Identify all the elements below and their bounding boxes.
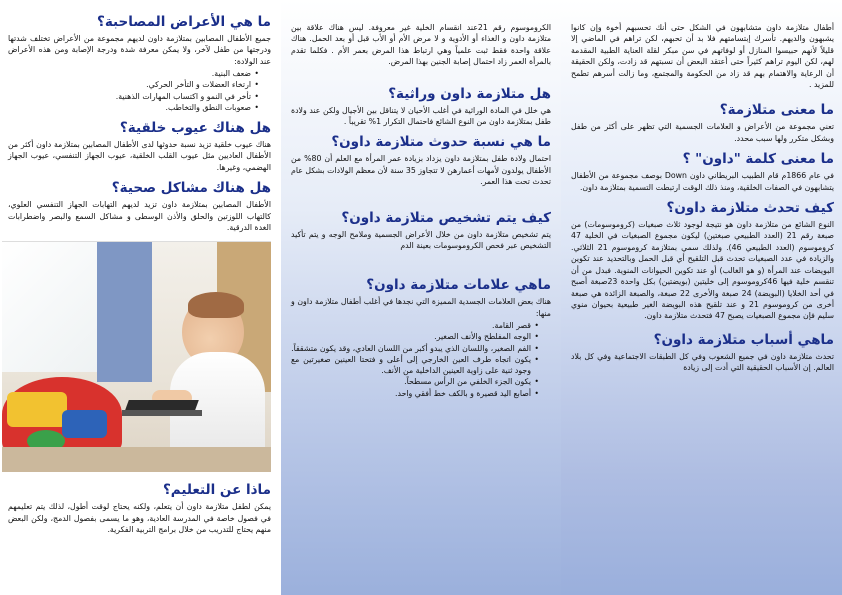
signs-list (291, 320, 539, 398)
section-title-signs: ماهي علامات متلازمة داون؟ (366, 277, 551, 294)
section-title-hereditary: هل متلازمة داون وراثية؟ (388, 85, 551, 102)
child-playing-photo (2, 241, 271, 472)
list-item: • صعوبات النطق والتخاطب. (8, 102, 259, 113)
symptoms-list (8, 68, 259, 113)
syndrome-meaning-text: تعني مجموعة من الأعراض و العلامات الجسمية التي تظهر على أكثر من طفل وبشكل متكرر ولها سبب محدد. (571, 122, 834, 143)
right-column (561, 0, 842, 595)
section-title-birth-defects: هل هناك عيوب خلقية؟ (119, 120, 271, 137)
photo-floor (2, 447, 271, 472)
list-item: • الوجه المفلطح والأنف الصغير. (291, 331, 539, 342)
left-column (0, 0, 281, 595)
down-meaning-text: في عام 1866م قام الطبيب البريطاني داون Down بوصف مجموعة من الأطفال يتشابهون في الصفات الخلقية، ومنذ ذلك الوقت ارتبطت التسمية بمتلازمة داون. (571, 171, 834, 192)
health-problems-text: الأطفال المصابين بمتلازمة داون تزيد لديهم التهابات الجهاز التنفسي العلوي، كالتهاب اللوزتين والحلق والأذن الوسطى و مشاكل السمع والبصر واضطرابات الغدة الدرقية. (8, 200, 271, 233)
section-title-causes: ماهي أسباب متلازمة داون؟ (653, 331, 834, 348)
photo-toy-blue (62, 410, 107, 438)
symptoms-intro: جميع الأطفال المصابين بمتلازمة داون لديهم مجموعة من الأعراض تختلف شدتها ودرجتها من طفل لآخر، ولا يمكن معرفة شدة ودرجة الإصابة ومن هذه الأعراض عند الولادة: (8, 34, 271, 66)
list-item: • قصر القامة. (291, 320, 539, 331)
how-occurs-text: النوع الشائع من متلازمة داون هو نتيجة لوجود ثلاث صبغيات (كروموسومات) من صبغة رقم 21 (العدد الطبيعي صبغتين) ليكون مجموع الصبغيات في الخلية 47 كروموسوم (العدد الطبيعي 46). ولذلك سمي بمتلازمة كروموسوم 21 الثلاثي. والزيادة في عدد الصبغيات تحدث قبل التلقيح أي قبل الحمل وبالتحديد عند تكوين البويضات عند المرأة (و هو الغالب) أو عند تكوين الحيوانات المنوية. فبدل من أن تنقسم خلية فيها 46كروموسوم إلى خليتين (بويضتين) بكل واحدة 23صبغة أصبح في أحد الخلايا (البويضة) 24 صبغة والأخرى 22 صبغة، والصبغة الزائدة هي صبغة أخرى من كروموسوم 21 و عند تلقيح هذه البويضة الغير طبيعية بحيوان منوي سليم فإن مجموع الصبغيات يصبح 47 فتحدث متلازمة داون. (571, 220, 835, 321)
photo-window (2, 242, 97, 372)
intro-text: أطفال متلازمة داون متشابهون في الشكل حتى أنك تحسبهم أخوة وإن كانوا يشبهون والديهم. تأسرك إبتسامتهم فلا بد أن تحبهم، لكن تراهم في الماضي إلا قليلاً لأنهم حبيسوا المنازل أو لوفاتهم في سن مبكر لقلة العناية الطبية المقدمة لهم، لكن اليوم تراهم كثيراً حتى أعتقد البعض أن نسبتهم قد زادت، ولكن الحقيقة أن الرعاية والاهتمام بهم قد زاد من الحكومة والمجتمع، وما زالت أسرهم تطمح للمزيد . (571, 23, 834, 90)
section-title-down-meaning: ما معنى كلمة "داون" ؟ (682, 151, 834, 168)
causes-text: تحدث متلازمة داون في جميع الشعوب وفي كل الطبقات الاجتماعية وفي كل بلاد العالم. إن الأسباب الحقيقية التي أدت إلى زيادة (571, 351, 834, 373)
photo-wall-blue (97, 242, 152, 382)
section-title-incidence: ما هي نسبة حدوث متلازمة داون؟ (331, 134, 551, 151)
list-item: • تأخر في النمو و اكتساب المهارات الذهنية. (8, 91, 259, 102)
signs-intro: هناك بعض العلامات الجسدية المميزة التي نجدها في أغلب أطفال متلازمة داون و منها: (291, 297, 551, 318)
section-title-education: ماذا عن التعليم؟ (162, 482, 271, 499)
section-title-diagnosis: كيف يتم تشخيص متلازمة داون؟ (341, 209, 551, 226)
list-item: • يكون اتجاه طرف العين الخارجي إلى أعلى و فتحتا العينين صغيرتين مع وجود ثنية على زاوية العينين الداخلية من الأنف. (291, 354, 539, 376)
education-text: يمكن لطفل متلازمة داون أن يتعلم، ولكنه يحتاج لوقت أطول، لذلك يتم تعليمهم في فصول خاصة في المدرسة العادية، وهو ما يسمى بفصول الدمج، ولكن البعض منهم يحتاج للتدريب من خلال برامج التربية الفكرية. (8, 502, 271, 535)
list-item: • أصابع اليد قصيرة و بالكف خط أفقي واحد. (291, 388, 539, 399)
birth-defects-text: هناك عيوب خلقية تزيد نسبة حدوثها لدى الأطفال المصابين بمتلازمة داون أكثر من الأطفال العاديين مثل عيوب القلب الخلقية، عيوب الجهاز التنفسي، عيوب الجهاز الهضمي، وغيرها. (8, 140, 271, 172)
photo-toy-yellow (7, 392, 67, 427)
middle-column (281, 0, 561, 595)
diagnosis-text: يتم تشخيص متلازمة داون من خلال الأعراض الجسمية وملامح الوجه و يتم تأكيد التشخيص عبر فحص الكروموسومات بعينة الدم (291, 229, 551, 251)
photo-child-hair (188, 292, 244, 318)
hereditary-text: هي خلل في المادة الوراثية في أغلب الأحيان لا يتناقل بين الأجيال ولكن عند ولادة طفل بمتلازمة داون من النوع الشائع فاحتمال التكرار 1% تقريباً . (291, 105, 551, 127)
list-item: • الفم الصغير، واللسان الذي يبدو أكبر من اللسان العادي، وقد يكون متشققاً. (291, 343, 539, 354)
section-title-syndrome-meaning: ما معنى متلازمة؟ (719, 102, 834, 119)
list-item: • ارتخاء العضلات و التأخر الحركي. (8, 79, 259, 90)
section-title-how-occurs: كيف تحدث متلازمة داون؟ (666, 200, 834, 217)
cause-continuation-text: الكروموسوم رقم 21عند انقسام الخلية غير معروفة. ليس هناك علاقة بين متلازمة داون و الغذاء أو الأدوية و لا مرض الأم أو الأب قبل أو بعد الحمل. هناك علاقة واحدة فقط ثبت علمياً وهي ارتباط هذا المرض بعمر الأم . فكلما تقدم بالمرأة العمر زاد احتمال إصابة الجنين بهذا المرض. (291, 23, 552, 67)
photo-laptop (125, 400, 199, 410)
incidence-text: احتمال ولادة طفل بمتلازمة داون يزداد بزيادة عمر المرأة مع العلم أن 80% من الأطفال يولدون لأمهات أعمارهن لا تتجاوز 35 سنة لأن معظم الولادات بشكل عام تحدث تحت هذا العمر. (291, 154, 552, 187)
photo-laptop-base (122, 410, 202, 416)
section-title-health-problems: هل هناك مشاكل صحية؟ (111, 180, 271, 197)
list-item: • ضعف البنية. (8, 68, 259, 79)
list-item: • يكون الجزء الخلفي من الرأس مسطحاً. (291, 376, 539, 387)
section-title-symptoms: ما هي الأعراض المصاحبة؟ (96, 14, 271, 30)
